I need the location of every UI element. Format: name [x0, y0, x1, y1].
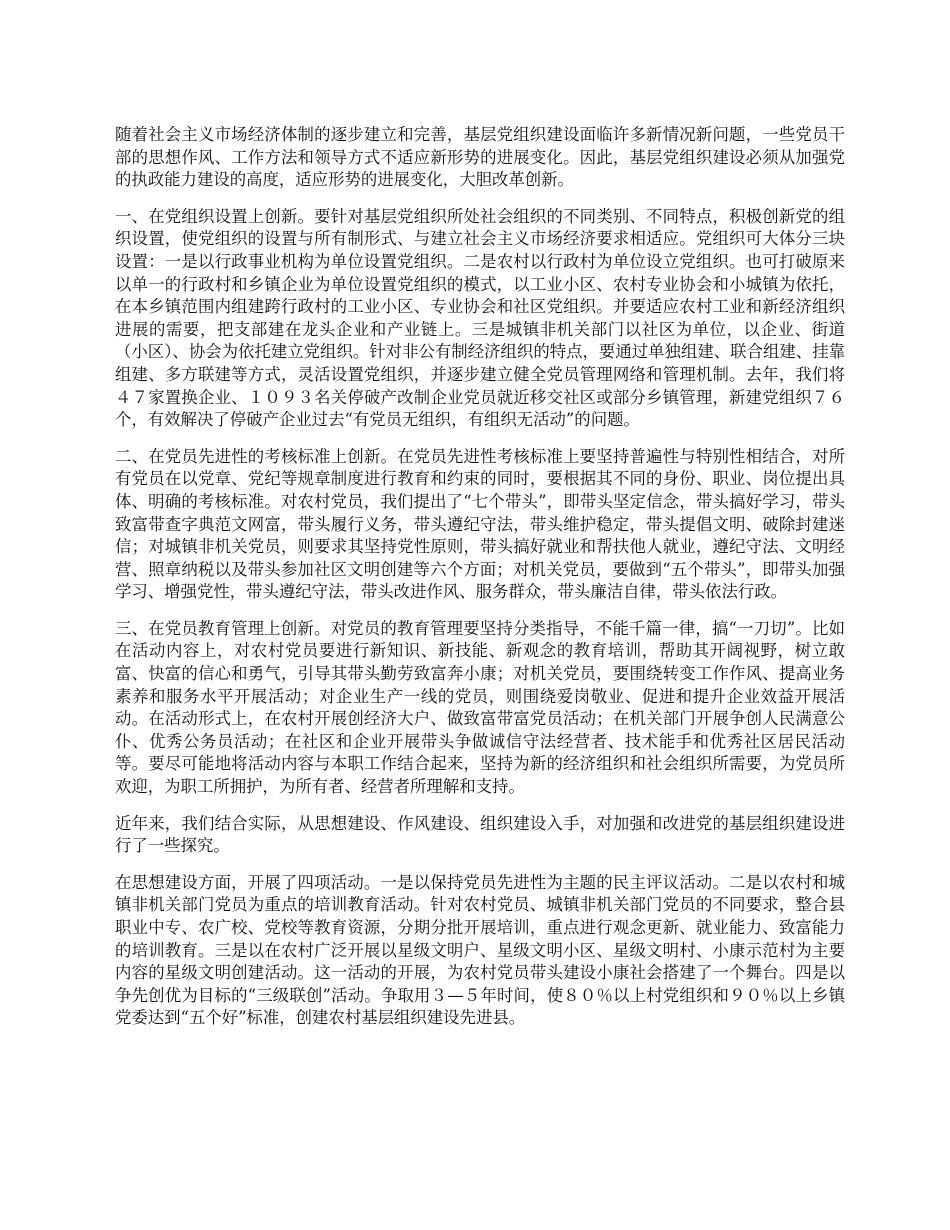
- paragraph-recent-years: 近年来，我们结合实际，从思想建设、作风建设、组织建设入手，对加强和改进党的基层组织建设进行了一些探究。: [115, 813, 845, 856]
- paragraph-education-management: 三、在党员教育管理上创新。对党员的教育管理要坚持分类指导，不能千篇一律，搞“一刀切”。比如在活动内容上，对农村党员要进行新知识、新技能、新观念的教育培训，帮助其开阔视野，树立敢富、快富的信心和勇气，引导其带头勤劳致富奔小康；对机关党员，要围绕转变工作作风、提高业务素养和服务水平开展活动；对企业生产一线的党员，则围绕爱岗敬业、促进和提升企业效益开展活动。在活动形式上，在农村开展创经济大户、做致富带富党员活动；在机关部门开展争创人民满意公仆、优秀公务员活动；在社区和企业开展带头争做诚信守法经营者、技术能手和优秀社区居民活动等。要尽可能地将活动内容与本职工作结合起来，坚持为新的经济组织和社会组织所需要，为党员所欢迎，为职工所拥护，为所有者、经营者所理解和支持。: [115, 618, 845, 797]
- document-body: [115, 124, 845, 1044]
- paragraph-intro: 随着社会主义市场经济体制的逐步建立和完善，基层党组织建设面临许多新情况新问题，一些党员干部的思想作风、工作方法和领导方式不适应新形势的进展变化。因此，基层党组织建设必须从加强党的执政能力建设的高度，适应形势的进展变化，大胆改革创新。: [115, 125, 845, 190]
- paragraph-assessment-standard: 二、在党员先进性的考核标准上创新。在党员先进性考核标准上要坚持普遍性与特别性相结合，对所有党员在以党章、党纪等规章制度进行教育和约束的同时，要根据其不同的身份、职业、岗位提出具体、明确的考核标准。对农村党员，我们提出了“七个带头”，即带头坚定信念，带头搞好学习，带头致富带查字典范文网富，带头履行义务，带头遵纪守法，带头维护稳定，带头提倡文明、破除封建迷信；对城镇非机关党员，则要求其坚持党性原则，带头搞好就业和帮扶他人就业，遵纪守法、文明经营、照章纳税以及带头参加社区文明创建等六个方面；对机关党员，要做到“五个带头”，即带头加强学习、增强党性，带头遵纪守法，带头改进作风、服务群众，带头廉洁自律，带头依法行政。: [115, 446, 845, 602]
- paragraph-ideological-building: 在思想建设方面，开展了四项活动。一是以保持党员先进性为主题的民主评议活动。二是以农村和城镇非机关部门党员为重点的培训教育活动。针对农村党员、城镇非机关部门党员的不同要求，整合县职业中专、农广校、党校等教育资源，分期分批开展培训，重点进行观念更新、就业能力、致富能力的培训教育。三是以在农村广泛开展以星级文明户、星级文明小区、星级文明村、小康示范村为主要内容的星级文明创建活动。这一活动的开展，为农村党员带头建设小康社会搭建了一个舞台。四是以争先创优为目标的“三级联创”活动。争取用３—５年时间，使８０％以上村党组织和９０％以上乡镇党委达到“五个好”标准，创建农村基层组织建设先进县。: [115, 872, 845, 1028]
- paragraph-org-setup: 一、在党组织设置上创新。要针对基层党组织所处社会组织的不同类别、不同特点，积极创新党的组织设置，使党组织的设置与所有制形式、与建立社会主义市场经济要求相适应。党组织可大体分三块设置：一是以行政事业机构为单位设置党组织。二是农村以行政村为单位设立党组织。也可打破原来以单一的行政村和乡镇企业为单位设置党组织的模式，以工业小区、农村专业协会和小城镇为依托，在本乡镇范围内组建跨行政村的工业小区、专业协会和社区党组织。并要适应农村工业和新经济组织进展的需要，把支部建在龙头企业和产业链上。三是城镇非机关部门以社区为单位，以企业、街道（小区）、协会为依托建立党组织。针对非公有制经济组织的特点，要通过单独组建、联合组建、挂靠组建、多方联建等方式，灵活设置党组织，并逐步建立健全党员管理网络和管理机制。去年，我们将４７家置换企业、１０９３名关停破产改制企业党员就近移交社区或部分乡镇管理，新建党组织７６个，有效解决了停破产企业过去“有党员无组织，有组织无活动”的问题。: [115, 206, 845, 430]
